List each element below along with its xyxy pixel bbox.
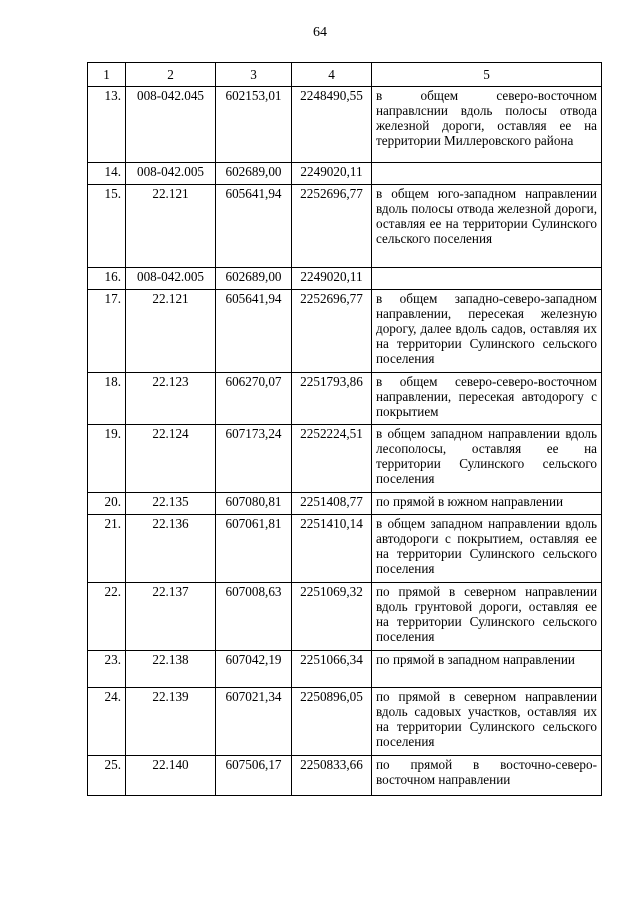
route-description bbox=[372, 163, 602, 185]
coord-x: 606270,07 bbox=[216, 373, 292, 425]
coord-x: 607173,24 bbox=[216, 425, 292, 493]
table-row bbox=[88, 651, 602, 688]
point-code: 22.121 bbox=[126, 290, 216, 373]
row-number: 22. bbox=[88, 583, 126, 651]
route-description: по прямой в восточно-северо-восточном направлении bbox=[372, 756, 602, 796]
point-code: 22.136 bbox=[126, 515, 216, 583]
row-number: 21. bbox=[88, 515, 126, 583]
table-row bbox=[88, 163, 602, 185]
point-code: 22.135 bbox=[126, 493, 216, 515]
header-col-2: 2 bbox=[126, 63, 216, 87]
coord-y: 2251408,77 bbox=[292, 493, 372, 515]
row-number: 13. bbox=[88, 87, 126, 163]
header-col-4: 4 bbox=[292, 63, 372, 87]
coord-y: 2252696,77 bbox=[292, 185, 372, 268]
point-code: 22.124 bbox=[126, 425, 216, 493]
header-col-5: 5 bbox=[372, 63, 602, 87]
coord-y: 2248490,55 bbox=[292, 87, 372, 163]
coord-x: 602153,01 bbox=[216, 87, 292, 163]
route-description: по прямой в западном направлении bbox=[372, 651, 602, 688]
row-number: 25. bbox=[88, 756, 126, 796]
route-description: в общем западно-северо-западном направлении, пересекая железную дорогу, далее вдоль садов, оставляя их на территории Сулинского сельского поселения bbox=[372, 290, 602, 373]
coord-x: 607021,34 bbox=[216, 688, 292, 756]
coord-y: 2251066,34 bbox=[292, 651, 372, 688]
row-number: 17. bbox=[88, 290, 126, 373]
table-row bbox=[88, 290, 602, 373]
table-row bbox=[88, 583, 602, 651]
point-code: 22.137 bbox=[126, 583, 216, 651]
coord-y: 2251069,32 bbox=[292, 583, 372, 651]
coord-y: 2252696,77 bbox=[292, 290, 372, 373]
row-number: 18. bbox=[88, 373, 126, 425]
route-description: по прямой в северном направлении вдоль садовых участков, оставляя их на территории Сулинского сельского поселения bbox=[372, 688, 602, 756]
route-description: по прямой в северном направлении вдоль грунтовой дороги, оставляя ее на территории Сулинского сельского поселения bbox=[372, 583, 602, 651]
header-col-3: 3 bbox=[216, 63, 292, 87]
point-code: 008-042.005 bbox=[126, 163, 216, 185]
row-number: 14. bbox=[88, 163, 126, 185]
header-col-1: 1 bbox=[88, 63, 126, 87]
coord-y: 2250896,05 bbox=[292, 688, 372, 756]
coord-x: 607042,19 bbox=[216, 651, 292, 688]
point-code: 22.138 bbox=[126, 651, 216, 688]
table-row bbox=[88, 493, 602, 515]
route-description: в общем юго-западном направлении вдоль полосы отвода железной дороги, оставляя ее на территории Сулинского сельского поселения bbox=[372, 185, 602, 268]
coord-x: 607008,63 bbox=[216, 583, 292, 651]
coord-y: 2250833,66 bbox=[292, 756, 372, 796]
point-code: 008-042.005 bbox=[126, 268, 216, 290]
route-description: в общем западном направлении вдоль автодороги с покрытием, оставляя ее на территории Сулинского сельского поселения bbox=[372, 515, 602, 583]
row-number: 23. bbox=[88, 651, 126, 688]
table-row bbox=[88, 756, 602, 796]
point-code: 22.139 bbox=[126, 688, 216, 756]
coord-x: 605641,94 bbox=[216, 185, 292, 268]
table-row bbox=[88, 185, 602, 268]
row-number: 16. bbox=[88, 268, 126, 290]
table-row bbox=[88, 373, 602, 425]
coord-y: 2252224,51 bbox=[292, 425, 372, 493]
point-code: 008-042.045 bbox=[126, 87, 216, 163]
route-description bbox=[372, 268, 602, 290]
route-description: в общем западном направлении вдоль лесополосы, оставляя ее на территории Сулинского сельского поселения bbox=[372, 425, 602, 493]
route-description: по прямой в южном направлении bbox=[372, 493, 602, 515]
coord-x: 607080,81 bbox=[216, 493, 292, 515]
route-description: в общем северо-северо-восточном направлении, пересекая автодорогу с покрытием bbox=[372, 373, 602, 425]
table-row bbox=[88, 268, 602, 290]
coord-y: 2249020,11 bbox=[292, 268, 372, 290]
coord-y: 2251793,86 bbox=[292, 373, 372, 425]
row-number: 15. bbox=[88, 185, 126, 268]
boundary-table bbox=[87, 62, 602, 796]
table-row bbox=[88, 688, 602, 756]
coord-x: 607061,81 bbox=[216, 515, 292, 583]
table-row bbox=[88, 87, 602, 163]
table-header-row bbox=[88, 63, 602, 87]
route-description: в общем северо-восточном направлснии вдоль полосы отвода железной дороги, оставляя ее на территории Миллеровского района bbox=[372, 87, 602, 163]
point-code: 22.121 bbox=[126, 185, 216, 268]
coord-x: 602689,00 bbox=[216, 268, 292, 290]
coord-x: 602689,00 bbox=[216, 163, 292, 185]
point-code: 22.140 bbox=[126, 756, 216, 796]
coord-y: 2249020,11 bbox=[292, 163, 372, 185]
table-row bbox=[88, 425, 602, 493]
point-code: 22.123 bbox=[126, 373, 216, 425]
page-number: 64 bbox=[313, 25, 327, 40]
row-number: 19. bbox=[88, 425, 126, 493]
row-number: 24. bbox=[88, 688, 126, 756]
coord-x: 607506,17 bbox=[216, 756, 292, 796]
row-number: 20. bbox=[88, 493, 126, 515]
coord-x: 605641,94 bbox=[216, 290, 292, 373]
coord-y: 2251410,14 bbox=[292, 515, 372, 583]
table-row bbox=[88, 515, 602, 583]
